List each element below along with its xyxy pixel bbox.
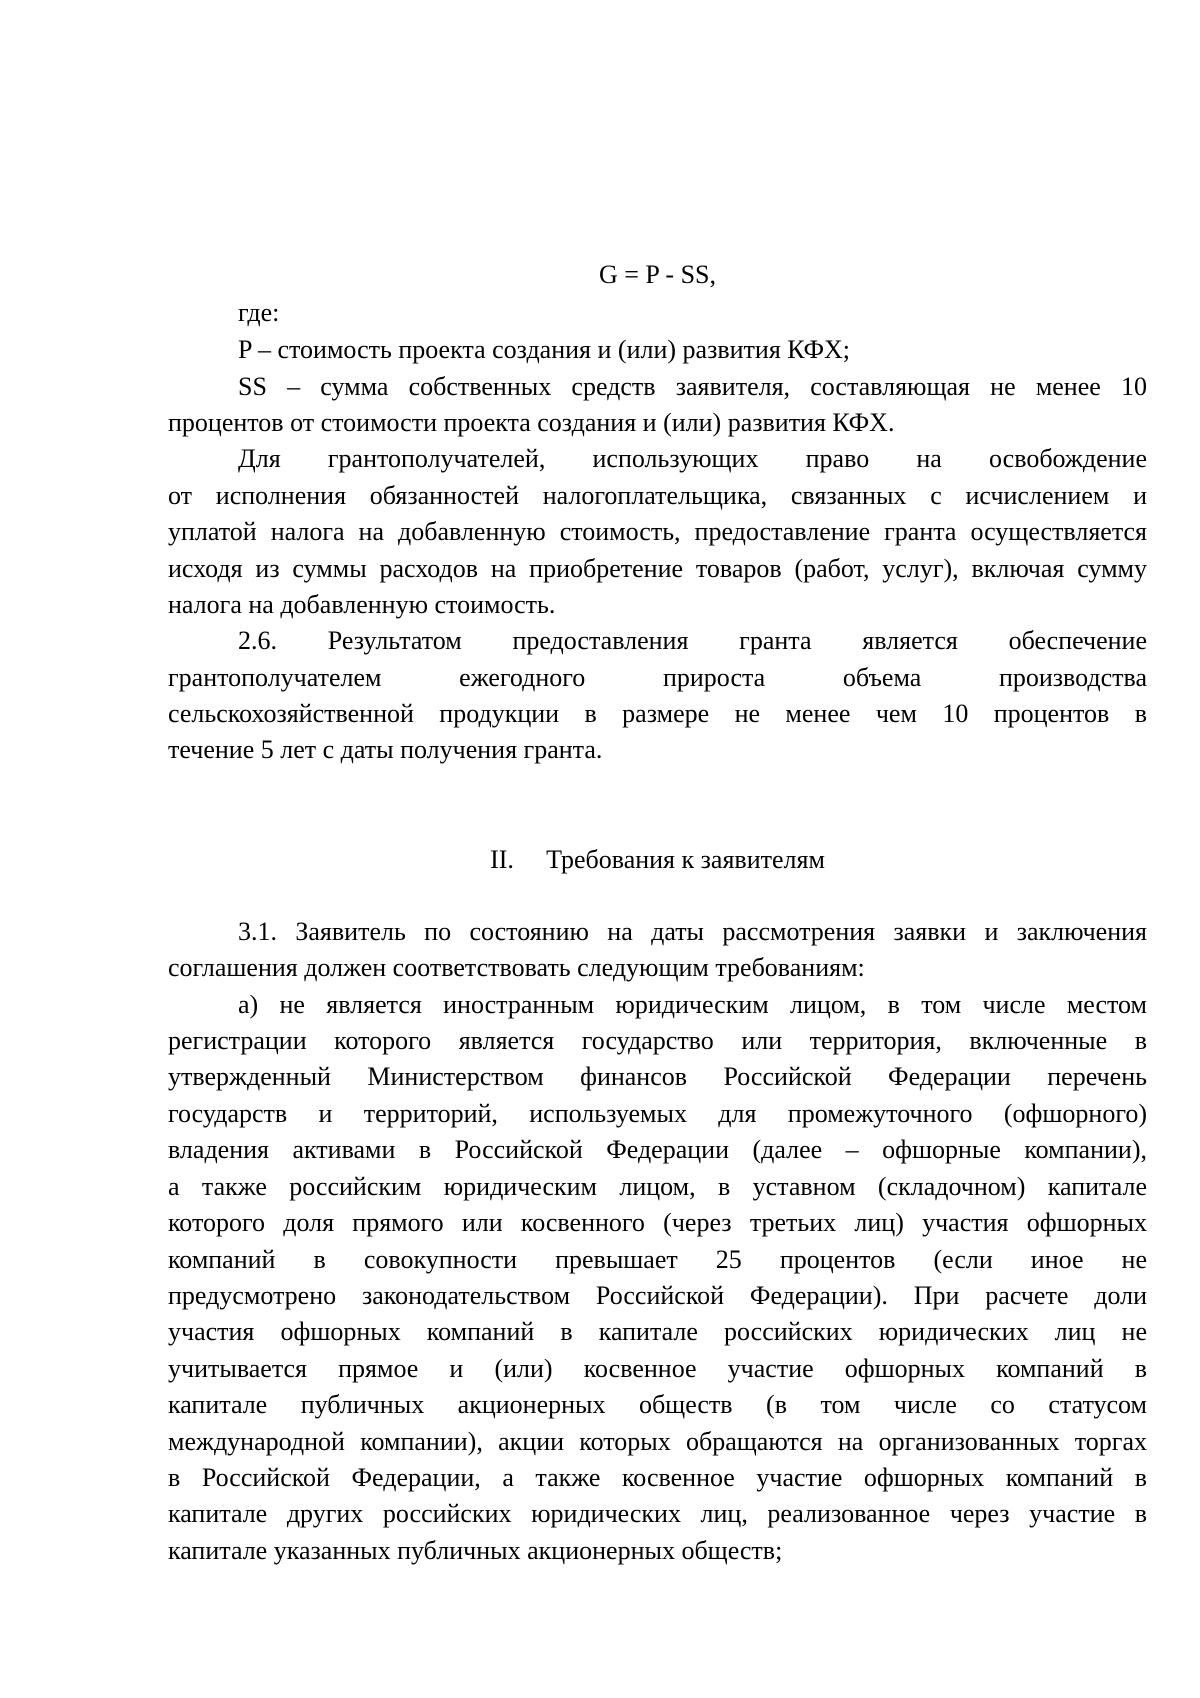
requirement-a-line: которого доля прямого или косвенного (через третьих лиц) участия офшорных <box>168 1208 1147 1237</box>
requirements-intro-line: соглашения должен соответствовать следующим требованиям: <box>168 953 865 982</box>
definition-p: P – стоимость проекта создания и (или) развития КФХ; <box>238 335 851 364</box>
requirement-a-line: предусмотрено законодательством Российской Федерации). При расчете доли <box>168 1281 1147 1310</box>
section-heading <box>168 843 1147 877</box>
result-paragraph-line: грантополучателем ежегодного прироста объема производства <box>168 663 1147 692</box>
requirement-a-line: а также российским юридическим лицом, в уставном (складочном) капитале <box>168 1172 1147 1201</box>
requirement-a-line: компаний в совокупности превышает 25 процентов (если иное не <box>168 1245 1147 1274</box>
vat-paragraph-line: налога на добавленную стоимость. <box>168 590 556 619</box>
vat-paragraph-line: от исполнения обязанностей налогоплательщика, связанных с исчислением и <box>168 481 1147 510</box>
section-title: Требования к заявителям <box>546 845 825 874</box>
section-number: II. <box>490 845 514 874</box>
vat-paragraph-line: Для грантополучателей, использующих право на освобождение <box>238 444 1147 473</box>
result-paragraph-line: течение 5 лет с даты получения гранта. <box>168 735 603 764</box>
requirement-a-line: в Российской Федерации, а также косвенное участие офшорных компаний в <box>168 1463 1147 1492</box>
requirement-a-line: учитывается прямое и (или) косвенное участие офшорных компаний в <box>168 1354 1147 1383</box>
vat-paragraph-line: исходя из суммы расходов на приобретение товаров (работ, услуг), включая сумму <box>168 554 1147 583</box>
where-label: где: <box>238 298 280 327</box>
formula: G = P - SS, <box>598 260 716 289</box>
requirement-a-line: участия офшорных компаний в капитале российских юридических лиц не <box>168 1317 1147 1346</box>
result-paragraph-line: сельскохозяйственной продукции в размере не менее чем 10 процентов в <box>168 699 1147 728</box>
requirement-a-line: капитале публичных акционерных обществ (в том числе со статусом <box>168 1390 1147 1419</box>
requirement-a-line: владения активами в Российской Федерации (далее – офшорные компании), <box>168 1135 1147 1164</box>
requirement-a-line: капитале других российских юридических лиц, реализованное через участие в <box>168 1499 1147 1528</box>
definition-ss-line-1: SS – сумма собственных средств заявителя, составляющая не менее 10 <box>238 372 1147 401</box>
requirement-a-line: международной компании), акции которых обращаются на организованных торгах <box>168 1427 1147 1456</box>
requirement-a-line: капитале указанных публичных акционерных обществ; <box>168 1536 783 1565</box>
requirement-a-line: а) не является иностранным юридическим лицом, в том числе местом <box>238 990 1147 1019</box>
vat-paragraph-line: уплатой налога на добавленную стоимость, предоставление гранта осуществляется <box>168 517 1147 546</box>
requirement-a-line: регистрации которого является государство или территория, включенные в <box>168 1026 1147 1055</box>
requirement-a-line: утвержденный Министерством финансов Российской Федерации перечень <box>168 1062 1147 1091</box>
requirement-a-line: государств и территорий, используемых для промежуточного (офшорного) <box>168 1099 1147 1128</box>
definition-ss-line-2: процентов от стоимости проекта создания и (или) развития КФХ. <box>168 408 895 437</box>
requirements-intro-line: 3.1. Заявитель по состоянию на даты рассмотрения заявки и заключения <box>238 917 1147 946</box>
result-paragraph-line: 2.6. Результатом предоставления гранта является обеспечение <box>238 626 1147 655</box>
